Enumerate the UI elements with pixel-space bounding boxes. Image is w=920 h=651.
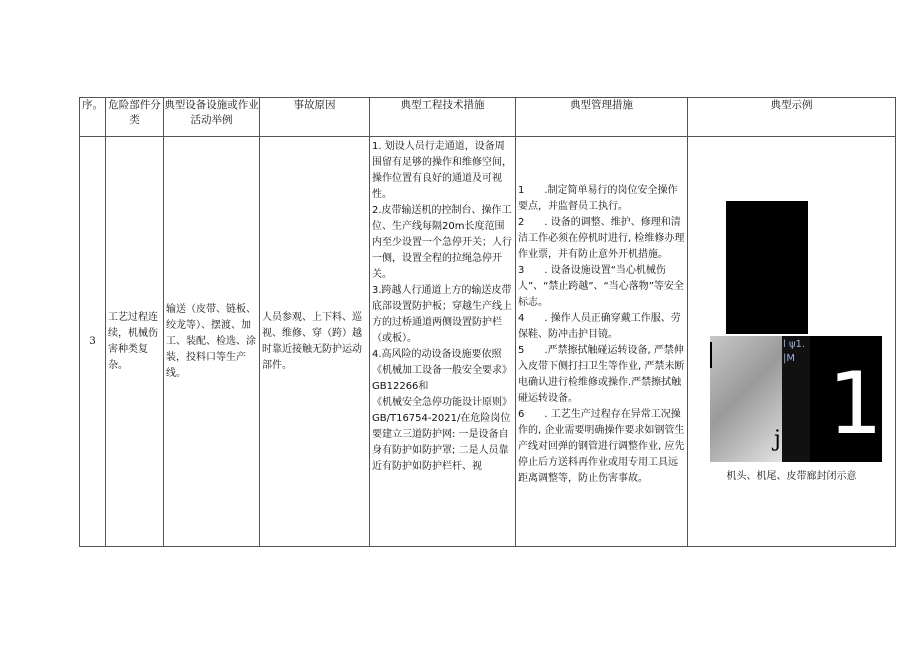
row-example-cell — [688, 137, 896, 547]
header-example: 典型示例 — [688, 98, 896, 137]
management-item: 6 . 工艺生产过程存在异常工况操作的, 企业需要明确操作要求如钢管生产线对回弹的钢管进行调整作业, 应先停止后方送料再作业或用专用工具远距离调整等，防止伤害事故。 — [518, 409, 685, 484]
row-cause-cell — [260, 137, 370, 547]
engineering-item: 3.跨越人行通道上方的输送皮带底部设置防护板；穿越生产线上方的过桥通道两侧设置防护栏（或板）。 — [372, 285, 512, 344]
hazard-table — [79, 97, 896, 547]
photo-big-char: 1 — [828, 354, 883, 454]
header-row — [80, 98, 896, 137]
header-equipment: 典型设备设施或作业活动举例 — [164, 98, 260, 137]
photo-j-char: j — [774, 427, 781, 452]
example-photo-bottom — [710, 336, 882, 462]
header-cause: 事故原因 — [260, 98, 370, 137]
header-engineering: 典型工程技术措施 — [370, 98, 516, 137]
row-management-cell — [516, 137, 688, 547]
photo-overlay-text: l ψ1. |M — [783, 339, 806, 364]
header-part: 危险部件分类 — [106, 98, 164, 137]
management-item: 4 . 操作人员正确穿戴工作服、劳保鞋、防冲击护目镜。 — [518, 313, 681, 340]
management-item: 2 . 设备的调整、维护、修理和清洁工作必须在停机时进行, 检维修办理作业票，并有防止意外开机措施。 — [518, 217, 685, 260]
row-seq: 3 — [80, 137, 106, 547]
engineering-item: 4.高风险的动设备设施要依照《机械加工设备一般安全要求》GB12266和 — [372, 349, 512, 392]
header-management: 典型管理措施 — [516, 98, 688, 137]
engineering-item: 2.皮带输送机的控制台、操作工位、生产线每隔20m长度范围内至少设置一个急停开关；人行一侧，设置全程的拉绳急停开关。 — [372, 205, 512, 280]
photo-grey-panel — [710, 336, 782, 462]
row-equipment-cell — [164, 137, 260, 547]
engineering-item: 1. 划设人员行走通道，设备周围留有足够的操作和维修空间，操作位置有良好的通道及可视性。 — [372, 141, 512, 200]
row-engineering-cell — [370, 137, 516, 547]
photo-dark-bar — [710, 342, 712, 368]
example-caption: 机头、机尾、皮带廊封闭示意 — [726, 471, 857, 482]
row-part: 工艺过程连续，机械伤害种类复杂。 — [108, 311, 158, 371]
header-seq: 序。 — [80, 98, 106, 137]
engineering-item: 《机械安全急停功能设计原则》GB/T16754-2021/在危险岗位要建立三道防护网: 一是设备自身有防护如防护罩; 二是人员靠近有防护如防护栏杆、视 — [372, 397, 512, 472]
management-item: 3 . 设备设施设置“当心机械伤人”、“禁止跨越”、“当心落物”等安全标志。 — [518, 265, 684, 308]
row-part-cell — [106, 137, 164, 547]
example-photo-top — [726, 201, 808, 334]
management-item: 5 .严禁擦拭触碰运转设备, 严禁伸入皮带下侧打扫卫生等作业, 严禁未断电确认进行检维修或操作.严禁擦拭触碰运转设备。 — [518, 345, 685, 404]
table-row — [80, 137, 896, 547]
management-item: 1 .制定简单易行的岗位安全操作要点，并监督员工执行。 — [518, 185, 678, 212]
row-equipment: 输送（皮带、链板、绞龙等）、摆渡、加工、装配、检选、涂装，投料口等生产线。 — [166, 303, 256, 379]
row-cause: 人员参观、上下料、巡视、维修、穿（跨）越时靠近接触无防护运动部件。 — [262, 311, 362, 371]
